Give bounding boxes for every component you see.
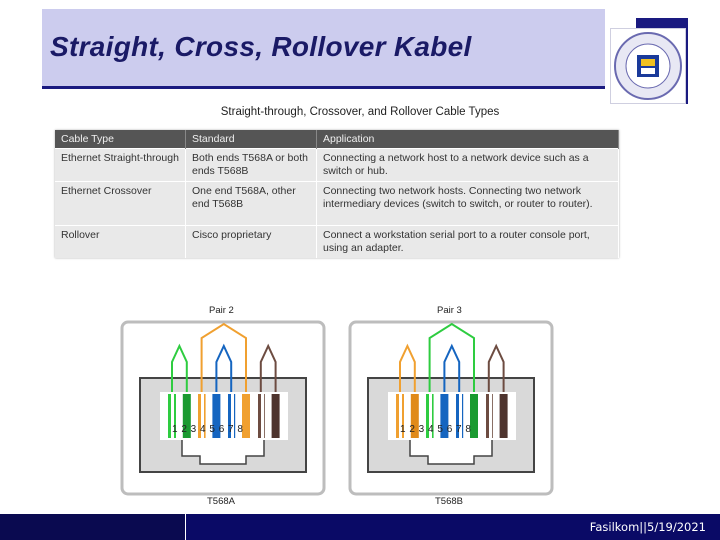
diagram-t568b <box>348 302 554 512</box>
cell-standard: Cisco proprietary <box>186 226 317 259</box>
standard-label: T568B <box>435 496 463 507</box>
header-standard: Standard <box>186 130 317 149</box>
cell-standard: Both ends T568A or both ends T568B <box>186 149 317 182</box>
cell-cable-type: Ethernet Straight-through <box>55 149 186 182</box>
rj45-connector-icon <box>120 318 326 508</box>
table-caption: Straight-through, Crossover, and Rollover Cable Types <box>220 106 500 118</box>
footer-left-block <box>0 514 185 540</box>
wire-solid <box>470 394 478 438</box>
cell-standard: One end T568A, other end T568B <box>186 182 317 226</box>
cell-application: Connecting two network hosts. Connecting two network intermediary devices (switch to switch, or router to router). <box>317 182 619 226</box>
cell-cable-type: Ethernet Crossover <box>55 182 186 226</box>
cell-cable-type: Rollover <box>55 226 186 259</box>
header-application: Application <box>317 130 619 149</box>
wire-striped <box>257 394 265 438</box>
table-header-row <box>55 130 619 149</box>
pin-numbers: 1 2 3 4 5 6 7 8 <box>400 424 471 435</box>
table-row <box>55 149 619 182</box>
diagram-t568a <box>120 302 326 512</box>
header-cable-type: Cable Type <box>55 130 186 149</box>
university-logo <box>610 28 686 104</box>
table-row <box>55 182 619 226</box>
cell-application: Connecting a network host to a network device such as a switch or hub. <box>317 149 619 182</box>
title-banner <box>42 9 605 89</box>
pin-numbers: 1 2 3 4 5 6 7 8 <box>172 424 243 435</box>
top-pair-label: Pair 2 <box>209 305 234 316</box>
cell-application: Connect a workstation serial port to a router console port, using an adapter. <box>317 226 619 259</box>
page-title: Straight, Cross, Rollover Kabel <box>50 31 472 62</box>
footer-bar <box>186 514 720 540</box>
cable-types-table <box>55 130 619 258</box>
standard-label: T568A <box>207 496 235 507</box>
table-row <box>55 226 619 259</box>
footer-text: Fasilkom||5/19/2021 <box>589 520 706 534</box>
wire-solid <box>272 394 280 438</box>
wire-solid <box>242 394 250 438</box>
wire-solid <box>500 394 508 438</box>
rj45-connector-icon <box>348 318 554 508</box>
logo-emblem-icon <box>611 29 685 103</box>
wire-striped <box>485 394 493 438</box>
top-pair-label: Pair 3 <box>437 305 462 316</box>
